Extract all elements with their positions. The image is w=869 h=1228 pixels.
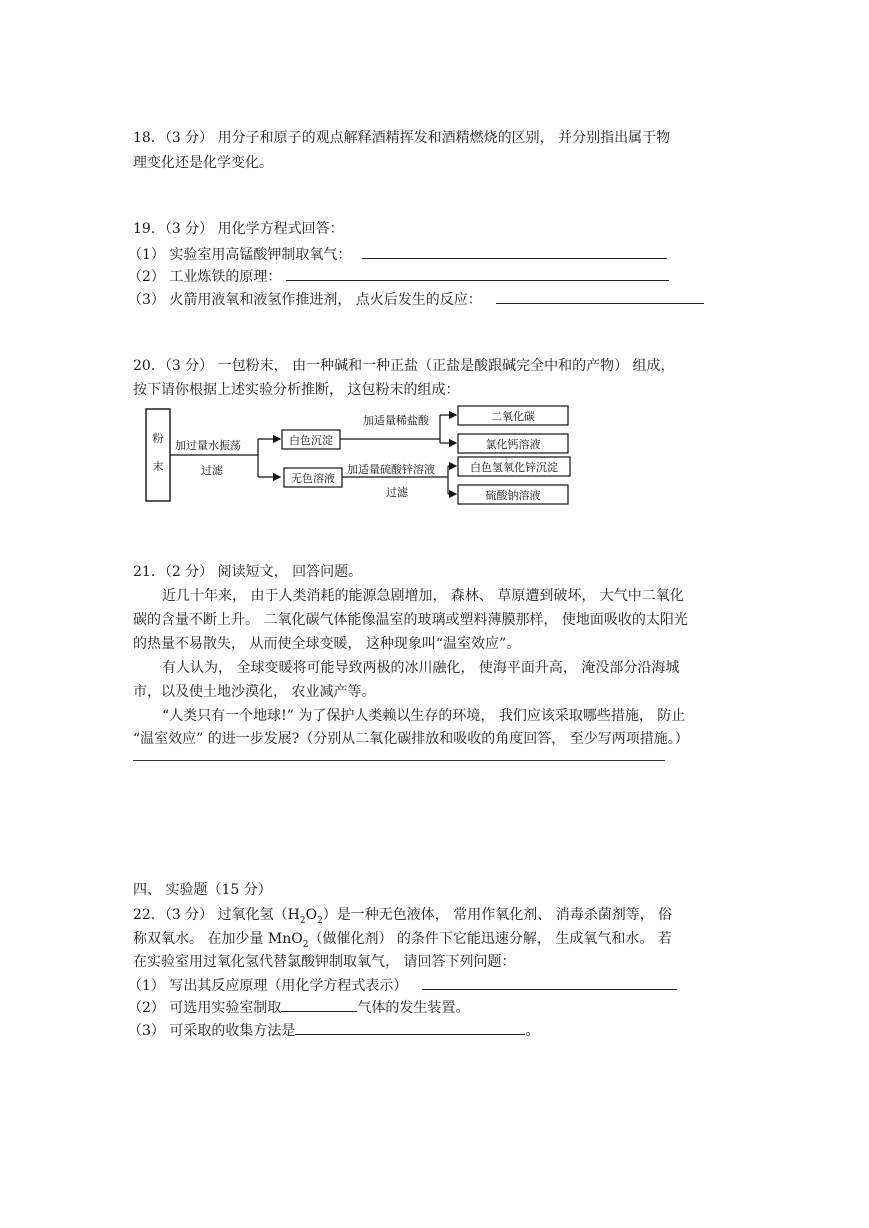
q22-line2-a: 称双氧水。 在加少量 MnO xyxy=(133,931,303,947)
add-hcl-label: 加适量稀盐酸 xyxy=(363,414,429,427)
q21-para3-line1: “人类只有一个地球!” 为了保护人类赖以生存的环境， 我们应该采取哪些措施， 防止 xyxy=(162,708,686,724)
q18-line-1: 18．（3 分） 用分子和原子的观点解释酒精挥发和酒精燃烧的区别， 并分别指出属于物 xyxy=(133,130,671,146)
powder-label-1: 粉 xyxy=(152,432,164,445)
q19-part-3 xyxy=(128,289,704,310)
q22-line2-b: （做催化剂） 的条件下它能迅速分解， 生成氧气和水。 若 xyxy=(308,931,672,947)
q19-answer-blank-3[interactable] xyxy=(496,289,704,304)
q21-answer-line[interactable] xyxy=(133,760,665,761)
q22-part-3-text-a: （3） 可采取的收集方法是 xyxy=(128,1023,296,1039)
q20-line-1: 20．（3 分） 一包粉末， 由一种碱和一种正盐（正盐是酸跟碱完全中和的产物） 组成， xyxy=(133,358,675,374)
q19-part-1 xyxy=(128,244,667,265)
filter2-label: 过滤 xyxy=(386,486,408,499)
q20-line-2: 按下请你根据上述实验分析推断， 这包粉末的组成： xyxy=(133,382,460,398)
q22-answer-blank-2[interactable] xyxy=(281,997,357,1012)
q21-para1-line2: 碳的含量不断上升。 二氧化碳气体能像温室的玻璃或塑料薄膜那样， 使地面吸收的太阳光 xyxy=(133,612,688,628)
q22-part-1-text: （1） 写出其反应原理（用化学方程式表示） xyxy=(128,978,408,994)
white-precipitate-label: 白色沉淀 xyxy=(289,434,333,447)
q21-para2-line2: 市，以及使土地沙漠化， 农业减产等。 xyxy=(133,684,376,700)
cacl2-label: 氯化钙溶液 xyxy=(485,438,541,451)
q22-line1-c: ）是一种无色液体， 常用作氧化剂、 消毒杀菌剂等， 俗 xyxy=(322,907,673,923)
q22-part-2-text-b: 气体的发生装置。 xyxy=(357,1000,470,1016)
q22-part-2 xyxy=(128,997,469,1018)
q19-answer-blank-2[interactable] xyxy=(286,266,669,281)
q19-heading: 19．（3 分） 用化学方程式回答： xyxy=(133,221,344,237)
q22-part-2-text-a: （2） 可选用实验室制取 xyxy=(128,1000,282,1016)
colorless-solution-label: 无色溶液 xyxy=(291,472,335,485)
q19-answer-blank-1[interactable] xyxy=(362,244,667,259)
powder-label-2: 末 xyxy=(152,460,164,473)
q21-heading: 21．（2 分） 阅读短文， 回答问题。 xyxy=(133,564,363,580)
powder-box xyxy=(146,409,170,501)
step1-filter-label: 过滤 xyxy=(201,464,223,477)
q22-answer-blank-3[interactable] xyxy=(295,1020,525,1035)
q18-line-2: 理变化还是化学变化。 xyxy=(133,155,273,171)
q22-sub-1: 2 xyxy=(299,915,306,926)
q22-sub-3: 2 xyxy=(302,939,309,950)
na2so4-label: 硫酸钠溶液 xyxy=(485,489,541,502)
q19-part-1-text: （1） 实验室用高锰酸钾制取氧气： xyxy=(128,247,352,263)
add-znso4-label: 加适量硫酸锌溶液 xyxy=(347,463,435,476)
q19-part-2 xyxy=(128,266,669,287)
q21-para2-line1: 有人认为， 全球变暖将可能导致两极的冰川融化， 使海平面升高， 淹没部分沿海城 xyxy=(162,660,680,676)
q22-line-1 xyxy=(133,905,672,931)
experiment-flow-diagram xyxy=(143,403,578,511)
q22-answer-blank-1[interactable] xyxy=(422,975,677,990)
q19-part-3-text: （3） 火箭用液氧和液氢作推进剂， 点火后发生的反应： xyxy=(128,292,482,308)
step1-label: 加过量水振荡 xyxy=(175,439,241,452)
q21-para3-line2: “温室效应” 的进一步发展?（分别从二氧化碳排放和吸收的角度回答， 至少写两项措施。） xyxy=(133,731,689,747)
co2-label: 二氧化碳 xyxy=(491,410,535,423)
q22-line1-b: O xyxy=(305,907,318,923)
q22-line1-a: 22．（3 分） 过氧化氢（H xyxy=(133,907,300,923)
q22-line-2 xyxy=(133,929,672,955)
q22-part-3 xyxy=(128,1020,539,1041)
q22-sub-2: 2 xyxy=(317,915,323,926)
q19-part-2-text: （2） 工业炼铁的原理： xyxy=(128,269,282,285)
q22-part-3-text-b: 。 xyxy=(525,1023,540,1039)
q21-para1-line3: 的热量不易散失， 从而使全球变暖， 这种现象叫“温室效应”。 xyxy=(133,636,521,652)
zn-oh-label: 白色氢氧化锌沉淀 xyxy=(470,461,558,474)
q21-para1-line1: 近几十年来， 由于人类消耗的能源急剧增加， 森林、 草原遭到破坏， 大气中二氧化 xyxy=(162,588,684,604)
q22-part-1 xyxy=(128,975,677,996)
section-4-title: 四、 实验题（15 分） xyxy=(133,882,272,898)
q22-line-3: 在实验室用过氧化氢代替氯酸钾制取氧气， 请回答下列问题： xyxy=(133,954,516,970)
